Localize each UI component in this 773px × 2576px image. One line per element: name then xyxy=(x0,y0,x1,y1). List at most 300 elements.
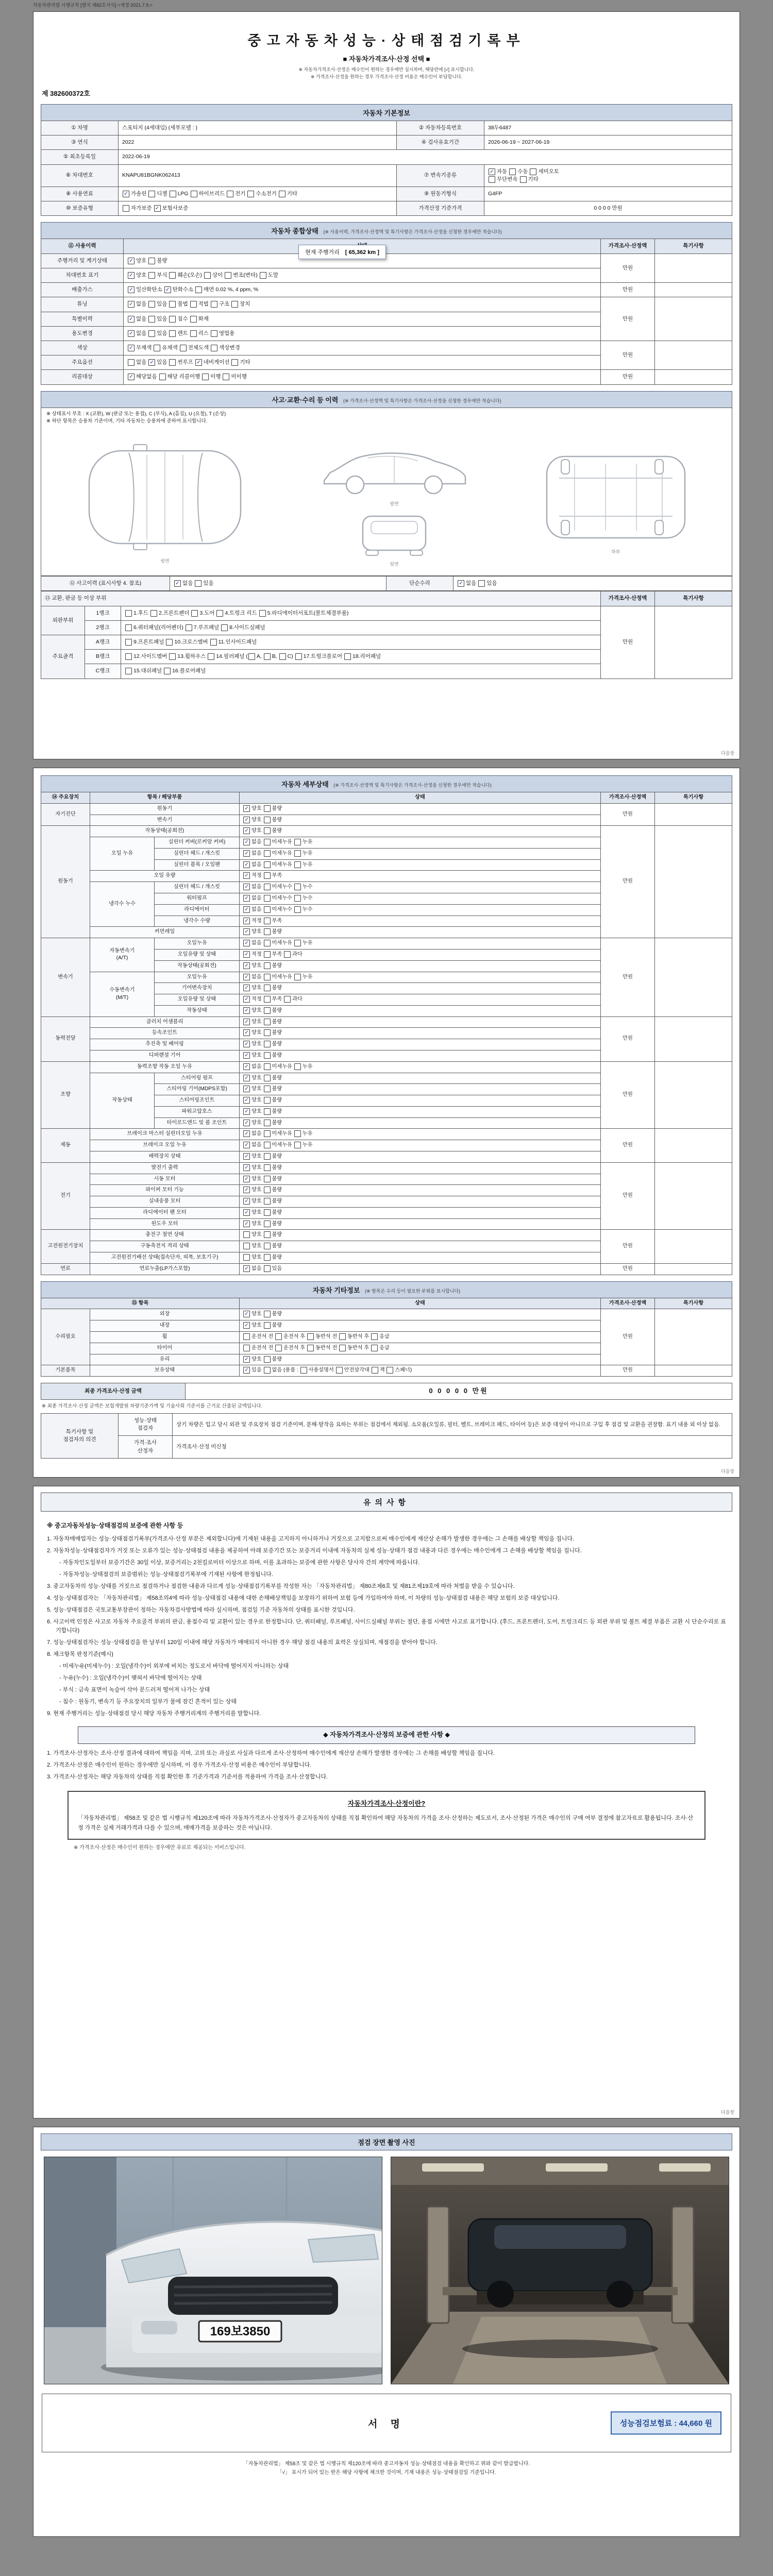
checkbox-unchecked[interactable] xyxy=(225,272,231,279)
checkbox-checked[interactable]: ✓ xyxy=(458,580,464,587)
signature-label[interactable]: 서 명 xyxy=(368,2418,405,2430)
checkbox-unchecked[interactable] xyxy=(294,839,301,845)
table-cell: 만원 xyxy=(601,826,655,938)
checkbox-unchecked[interactable] xyxy=(275,1345,282,1351)
checkbox-unchecked[interactable] xyxy=(243,1243,250,1249)
checkbox-unchecked[interactable] xyxy=(307,1345,314,1351)
checkbox-unchecked[interactable] xyxy=(279,191,285,197)
table-cell xyxy=(655,1061,732,1129)
checkbox-unchecked[interactable] xyxy=(372,1367,378,1374)
checkbox-checked[interactable]: ✓ xyxy=(243,1221,250,1227)
checkbox-unchecked[interactable] xyxy=(264,1322,271,1329)
table-cell: 만원 xyxy=(601,606,655,679)
checkbox-checked[interactable]: ✓ xyxy=(128,258,135,264)
table-cell: ① 차명 xyxy=(41,121,119,135)
checkbox-unchecked[interactable] xyxy=(294,850,301,857)
checkbox-unchecked[interactable] xyxy=(166,639,173,646)
checkbox-unchecked[interactable] xyxy=(259,610,266,617)
table-cell: 만원 xyxy=(601,297,655,341)
checkbox-checked[interactable]: ✓ xyxy=(243,996,250,1003)
table-cell: ✓ 없음 있음 렌트 리스 영업용 xyxy=(124,326,601,341)
checkbox-unchecked[interactable] xyxy=(125,639,132,646)
checkbox-unchecked[interactable] xyxy=(284,951,291,958)
checkbox-unchecked[interactable] xyxy=(191,191,197,197)
checkbox-unchecked[interactable] xyxy=(231,359,238,366)
notice-line: 9. 현재 주행거리는 성능·상태점검 당시 해당 자동차 주행거리계의 주행거리를 말합니다. xyxy=(47,1710,261,1717)
table-cell: 등속조인트 xyxy=(90,1028,240,1039)
checkbox-checked[interactable]: ✓ xyxy=(243,817,250,823)
checkbox-checked[interactable]: ✓ xyxy=(243,928,250,935)
table-cell: 만원 xyxy=(601,1309,655,1365)
checkbox-unchecked[interactable] xyxy=(211,330,217,337)
table-cell: 브레이크 마스터 실린더오일 누유 xyxy=(90,1129,240,1140)
checkbox-unchecked[interactable] xyxy=(264,1254,271,1261)
table-cell xyxy=(655,341,732,369)
checkbox-unchecked[interactable] xyxy=(264,1311,271,1317)
checkbox-unchecked[interactable] xyxy=(264,1063,271,1070)
table-cell: ✓ 양호 불량 xyxy=(240,1095,601,1107)
checkbox-checked[interactable]: ✓ xyxy=(243,1187,250,1193)
checkbox-checked[interactable]: ✓ xyxy=(243,1142,250,1148)
table-cell: 기어변속장치 xyxy=(155,983,240,994)
checkbox-unchecked[interactable] xyxy=(339,1333,346,1340)
table-row xyxy=(41,1016,732,1028)
checkbox-unchecked[interactable] xyxy=(243,1254,250,1261)
checkbox-checked[interactable]: ✓ xyxy=(128,374,135,380)
checkbox-unchecked[interactable] xyxy=(221,624,228,631)
table-cell: 만원 xyxy=(601,803,655,826)
section-bar-etc xyxy=(41,1281,732,1298)
checkbox-unchecked[interactable] xyxy=(264,1142,271,1148)
checkbox-unchecked[interactable] xyxy=(264,985,271,991)
final-price-note: ※ 최종 가격조사·산정 금액은 보험개발원 차량기준가액 및 기술사회 기준서를 근거로 산출된 금액입니다. xyxy=(42,1403,263,1409)
table-cell: ✓ 무채색 유채색 전체도색 색상변경 xyxy=(124,341,601,355)
checkbox-checked[interactable]: ✓ xyxy=(243,895,250,902)
checkbox-unchecked[interactable] xyxy=(150,610,157,617)
checkbox-unchecked[interactable] xyxy=(339,1345,346,1351)
table-cell: ✓ 없음 미세누유 누유 xyxy=(240,837,601,849)
table-cell: ✓ 없음 있음 불법 적법 구조 장치 xyxy=(124,297,601,312)
checkbox-unchecked[interactable] xyxy=(148,316,155,323)
checkbox-unchecked[interactable] xyxy=(148,301,155,308)
table-cell: 단순수리 xyxy=(386,577,453,591)
table-cell: 오일 유량 xyxy=(90,871,240,882)
checkbox-unchecked[interactable] xyxy=(294,940,301,946)
table-cell: 타이로드엔드 및 볼 조인트 xyxy=(155,1117,240,1129)
checkbox-unchecked[interactable] xyxy=(169,301,176,308)
checkbox-unchecked[interactable] xyxy=(264,1198,271,1205)
table-cell: ✓ 양호 불량 xyxy=(240,1207,601,1218)
checkbox-unchecked[interactable] xyxy=(264,996,271,1003)
checkbox-checked[interactable]: ✓ xyxy=(164,286,171,293)
notice-line: 2. 가격조사·산정은 매수인이 원하는 경우에만 실시하며, 이 경우 가격조사·산정 비용은 매수인이 부담합니다. xyxy=(47,1761,312,1768)
table-cell: 양호 불량 xyxy=(240,1241,601,1252)
checkbox-unchecked[interactable] xyxy=(264,1367,271,1374)
checkbox-unchecked[interactable] xyxy=(159,374,166,380)
checkbox-checked[interactable]: ✓ xyxy=(243,1075,250,1081)
checkbox-unchecked[interactable] xyxy=(336,1367,343,1374)
table-cell: 시동 모터 xyxy=(90,1174,240,1185)
table-cell: 0 0 0 0 0 만원 xyxy=(186,1383,732,1400)
checkbox-unchecked[interactable] xyxy=(191,610,198,617)
footer-line-1: 「자동차관리법」 제58조 및 같은 법 시행규칙 제120조에 따라 중고자동차 성능·상태점검 내용을 확인하고 위와 같이 발급합니다. xyxy=(243,2461,530,2467)
checkbox-unchecked[interactable] xyxy=(264,1041,271,1047)
checkbox-checked[interactable]: ✓ xyxy=(243,962,250,969)
table-cell: 상태 xyxy=(240,792,601,804)
checkbox-unchecked[interactable] xyxy=(190,301,197,308)
checkbox-checked[interactable]: ✓ xyxy=(243,1356,250,1363)
checkbox-unchecked[interactable] xyxy=(227,191,233,197)
table-cell: 동력조향 작동 오일 누유 xyxy=(90,1061,240,1073)
table-cell: 구동축전지 격리 상태 xyxy=(90,1241,240,1252)
checkbox-checked[interactable]: ✓ xyxy=(243,1153,250,1160)
checkbox-unchecked[interactable] xyxy=(294,1142,301,1148)
checkbox-unchecked[interactable] xyxy=(294,974,301,980)
table-cell: 상태 xyxy=(240,1298,601,1309)
table-cell: ✓ 양호 불량 xyxy=(240,927,601,938)
checkbox-unchecked[interactable] xyxy=(243,1345,250,1351)
table-cell: 항목 / 해당부품 xyxy=(90,792,240,804)
checkbox-checked[interactable]: ✓ xyxy=(243,951,250,958)
checkbox-unchecked[interactable] xyxy=(371,1333,378,1340)
checkbox-checked[interactable]: ✓ xyxy=(148,359,155,366)
checkbox-checked[interactable]: ✓ xyxy=(128,330,135,337)
header-note-2: ※ 가격조사·산정을 원하는 경우 가격조사·산정 비용은 매수인이 부담합니다. xyxy=(310,74,463,79)
checkbox-checked[interactable]: ✓ xyxy=(128,316,135,323)
checkbox-unchecked[interactable] xyxy=(190,316,197,323)
checkbox-unchecked[interactable] xyxy=(125,668,132,674)
checkbox-unchecked[interactable] xyxy=(264,1231,271,1238)
page-2 xyxy=(33,768,740,1478)
checkbox-unchecked[interactable] xyxy=(294,861,301,868)
checkbox-checked[interactable]: ✓ xyxy=(243,1086,250,1092)
checkbox-checked[interactable]: ✓ xyxy=(174,580,181,587)
checkbox-unchecked[interactable] xyxy=(294,1063,301,1070)
checkbox-unchecked[interactable] xyxy=(264,895,271,902)
checkbox-unchecked[interactable] xyxy=(264,1097,271,1104)
checkbox-unchecked[interactable] xyxy=(125,624,132,631)
table-cell: C랭크 xyxy=(85,664,121,679)
checkbox-checked[interactable]: ✓ xyxy=(243,1019,250,1025)
table-cell: 2랭크 xyxy=(85,620,121,635)
table-row xyxy=(41,577,732,591)
checkbox-unchecked[interactable] xyxy=(123,205,129,212)
table-row xyxy=(41,606,732,620)
checkbox-unchecked[interactable] xyxy=(186,624,192,631)
section-title: 점검 장면 촬영 사진 xyxy=(358,2139,415,2146)
checkbox-checked[interactable]: ✓ xyxy=(123,191,129,197)
checkbox-unchecked[interactable] xyxy=(509,168,516,175)
checkbox-checked[interactable]: ✓ xyxy=(243,1029,250,1036)
checkbox-unchecked[interactable] xyxy=(148,191,155,197)
table-cell: ⑧ 사용연료 xyxy=(41,187,119,201)
checkbox-unchecked[interactable] xyxy=(264,974,271,980)
checkbox-unchecked[interactable] xyxy=(169,272,176,279)
checkbox-unchecked[interactable] xyxy=(264,1176,271,1182)
section-title: 자동차 세부상태 xyxy=(281,781,329,788)
checkbox-checked[interactable]: ✓ xyxy=(243,1041,250,1047)
checkbox-unchecked[interactable] xyxy=(210,639,217,646)
checkbox-unchecked[interactable] xyxy=(190,330,197,337)
checkbox-unchecked[interactable] xyxy=(295,653,302,660)
checkbox-unchecked[interactable] xyxy=(386,1367,393,1374)
checkbox-unchecked[interactable] xyxy=(530,168,536,175)
checkbox-unchecked[interactable] xyxy=(264,1265,271,1272)
checkbox-checked[interactable]: ✓ xyxy=(243,861,250,868)
section-title: 사고·교환·수리 등 이력 xyxy=(272,396,339,404)
checkbox-unchecked[interactable] xyxy=(275,1333,282,1340)
checkbox-unchecked[interactable] xyxy=(264,1075,271,1081)
checkbox-unchecked[interactable] xyxy=(125,610,132,617)
checkbox-checked[interactable]: ✓ xyxy=(243,1052,250,1059)
checkbox-checked[interactable]: ✓ xyxy=(243,1063,250,1070)
table-cell: ⑮ 항목 xyxy=(41,1298,240,1309)
table-row xyxy=(41,283,732,297)
section-bar-detail xyxy=(41,775,732,792)
document-number: 제 382600372호 xyxy=(42,89,90,97)
checkbox-unchecked[interactable] xyxy=(231,301,238,308)
checkbox-checked[interactable]: ✓ xyxy=(243,1311,250,1317)
checkbox-unchecked[interactable] xyxy=(489,176,495,183)
table-row xyxy=(41,1365,732,1377)
checkbox-unchecked[interactable] xyxy=(307,1333,314,1340)
table-cell: 발전기 출력 xyxy=(90,1162,240,1174)
notice-line: 1. 자동차매매업자는 성능·상태점검기록부(가격조사·산정 부분은 제외합니다)에 기재된 내용을 고지하지 아니하거나 거짓으로 고지함으로써 매수인에게 재산상 손해가 발생한 경우에는 그 손해를 배상할 책임을 집니다. xyxy=(47,1535,575,1542)
checkbox-unchecked[interactable] xyxy=(344,653,351,660)
checkbox-checked[interactable]: ✓ xyxy=(128,286,135,293)
inspection-insurance-fee-box xyxy=(611,2412,721,2435)
checkbox-unchecked[interactable] xyxy=(264,951,271,958)
checkbox-checked[interactable]: ✓ xyxy=(243,1198,250,1205)
checkbox-unchecked[interactable] xyxy=(211,345,217,351)
checkbox-checked[interactable]: ✓ xyxy=(243,827,250,834)
table-cell: ✓ 없음 미세누수 누수 xyxy=(240,893,601,905)
checkbox-unchecked[interactable] xyxy=(223,374,229,380)
checkbox-checked[interactable]: ✓ xyxy=(128,345,135,351)
table-row xyxy=(41,150,732,164)
checkbox-checked[interactable]: ✓ xyxy=(243,1265,250,1272)
checkbox-unchecked[interactable] xyxy=(264,1187,271,1193)
checkbox-checked[interactable]: ✓ xyxy=(243,1322,250,1329)
checkbox-unchecked[interactable] xyxy=(264,918,271,924)
checkbox-unchecked[interactable] xyxy=(170,191,176,197)
page-4 xyxy=(33,2127,740,2537)
table-cell: ✓ 가솔린 디젤 LPG 하이브리드 전기 수소전기 기타 xyxy=(119,187,397,201)
checkbox-checked[interactable]: ✓ xyxy=(243,1130,250,1137)
checkbox-unchecked[interactable] xyxy=(169,653,176,660)
checkbox-unchecked[interactable] xyxy=(520,176,527,183)
checkbox-unchecked[interactable] xyxy=(371,1345,378,1351)
table-cell: 작동상태(공회전) xyxy=(155,960,240,972)
checkbox-checked[interactable]: ✓ xyxy=(128,301,135,308)
table-cell: 만원 xyxy=(601,1162,655,1230)
checkbox-unchecked[interactable] xyxy=(169,330,176,337)
checkbox-unchecked[interactable] xyxy=(279,653,286,660)
checkbox-unchecked[interactable] xyxy=(264,1029,271,1036)
checkbox-unchecked[interactable] xyxy=(208,653,214,660)
checkbox-unchecked[interactable] xyxy=(478,580,485,587)
checkbox-unchecked[interactable] xyxy=(264,805,271,812)
checkbox-unchecked[interactable] xyxy=(264,1130,271,1137)
checkbox-checked[interactable]: ✓ xyxy=(243,872,250,879)
checkbox-checked[interactable]: ✓ xyxy=(243,850,250,857)
checkbox-unchecked[interactable] xyxy=(243,1231,250,1238)
checkbox-unchecked[interactable] xyxy=(164,668,171,674)
checkbox-checked[interactable]: ✓ xyxy=(243,918,250,924)
table-cell: 가격조사·산정액 xyxy=(601,1298,655,1309)
checkbox-unchecked[interactable] xyxy=(216,610,223,617)
checkbox-unchecked[interactable] xyxy=(264,1153,271,1160)
checkbox-unchecked[interactable] xyxy=(264,1007,271,1014)
checkbox-unchecked[interactable] xyxy=(125,653,132,660)
table-cell: 자기진단 xyxy=(41,803,90,826)
current-mileage-value: [ 65,362 km ] xyxy=(345,249,379,256)
form-reference-note: 자동차관리법 시행규칙 [별지 제82호서식] <개정 2021.7.9.> xyxy=(33,3,153,8)
checkbox-checked[interactable]: ✓ xyxy=(243,1097,250,1104)
checkbox-unchecked[interactable] xyxy=(294,895,301,902)
checkbox-checked[interactable]: ✓ xyxy=(243,906,250,913)
checkbox-unchecked[interactable] xyxy=(211,301,217,308)
checkbox-checked[interactable]: ✓ xyxy=(243,884,250,890)
table-cell: ✓ 양호 불량 xyxy=(240,1106,601,1117)
table-cell: ✓ 양호 불량 xyxy=(240,1028,601,1039)
checkbox-unchecked[interactable] xyxy=(294,1130,301,1137)
checkbox-unchecked[interactable] xyxy=(294,884,301,890)
checkbox-unchecked[interactable] xyxy=(195,286,202,293)
checkbox-unchecked[interactable] xyxy=(264,850,271,857)
checkbox-unchecked[interactable] xyxy=(264,1221,271,1227)
checkbox-unchecked[interactable] xyxy=(264,940,271,946)
table-cell: 오일누유 xyxy=(155,938,240,950)
checkbox-checked[interactable]: ✓ xyxy=(243,1120,250,1126)
checkbox-unchecked[interactable] xyxy=(148,272,155,279)
checkbox-unchecked[interactable] xyxy=(264,653,271,660)
checkbox-unchecked[interactable] xyxy=(264,928,271,935)
checkbox-unchecked[interactable] xyxy=(260,272,266,279)
checkbox-unchecked[interactable] xyxy=(128,359,135,366)
table-cell: 배력장치 상태 xyxy=(90,1151,240,1163)
table-cell: 주요골격 xyxy=(41,635,85,679)
checkbox-unchecked[interactable] xyxy=(264,1086,271,1092)
table-cell: ✓ 양호 불량 xyxy=(240,1354,601,1365)
checkbox-unchecked[interactable] xyxy=(264,1108,271,1115)
checkbox-checked[interactable]: ✓ xyxy=(243,940,250,946)
table-cell: 특기사항 xyxy=(655,239,732,253)
checkbox-checked[interactable]: ✓ xyxy=(243,1176,250,1182)
table-cell: ✓ 없음 미세누유 누유 xyxy=(240,859,601,871)
checkbox-checked[interactable]: ✓ xyxy=(243,1007,250,1014)
table-cell: 실린더 헤드 / 개스킷 xyxy=(155,882,240,893)
section-note: (※ 항목은 수리 등이 필요한 부위를 표시합니다) xyxy=(365,1288,461,1294)
checkbox-unchecked[interactable] xyxy=(195,580,201,587)
table-cell: ✓ 없음 미세누유 누유 xyxy=(240,1140,601,1151)
checkbox-unchecked[interactable] xyxy=(264,1052,271,1059)
table-row xyxy=(41,1162,732,1174)
table-row xyxy=(41,1413,732,1435)
checkbox-unchecked[interactable] xyxy=(264,1164,271,1171)
checkbox-unchecked[interactable] xyxy=(148,258,155,264)
checkbox-unchecked[interactable] xyxy=(248,653,255,660)
checkbox-checked[interactable]: ✓ xyxy=(243,1164,250,1171)
table-cell: ✓ 양호 불량 xyxy=(240,1309,601,1320)
table-cell xyxy=(655,297,732,341)
checkbox-checked[interactable]: ✓ xyxy=(243,985,250,991)
checkbox-checked[interactable]: ✓ xyxy=(243,1367,250,1374)
table-row xyxy=(41,187,732,201)
checkbox-unchecked[interactable] xyxy=(264,1243,271,1249)
checkbox-unchecked[interactable] xyxy=(264,861,271,868)
table-cell: 만원 xyxy=(601,938,655,1016)
notice-line: 7. 성능·상태점검자는 성능·상태점검을 한 날부터 120일 이내에 해당 자동차가 매매되지 아니한 경우 해당 점검 내용의 효력은 상실되며, 재점검을 받아야 합니다. xyxy=(47,1639,438,1646)
table-row xyxy=(41,1129,732,1140)
checkbox-unchecked[interactable] xyxy=(264,1019,271,1025)
checkbox-unchecked[interactable] xyxy=(264,884,271,890)
section-final-price xyxy=(41,1383,732,1459)
table-cell: ⑬ 교환, 판금 등 이상 부위 xyxy=(41,591,601,606)
checkbox-unchecked[interactable] xyxy=(264,1356,271,1363)
checkbox-unchecked[interactable] xyxy=(264,962,271,969)
checkbox-unchecked[interactable] xyxy=(264,817,271,823)
table-cell: 차대번호 표기 xyxy=(41,268,124,282)
checkbox-unchecked[interactable] xyxy=(300,1367,307,1374)
checkbox-unchecked[interactable] xyxy=(180,345,187,351)
checkbox-unchecked[interactable] xyxy=(264,1209,271,1216)
checkbox-unchecked[interactable] xyxy=(148,330,155,337)
checkbox-unchecked[interactable] xyxy=(284,996,291,1003)
notice-line: 4. 성능·상태점검자는 「자동차관리법」 제58조의4에 따라 성능·상태점검 내용에 대한 손해배상책임을 보장하기 위하여 보험 등에 가입하여야 하며, 이 차량의 성능·상태점검 내용은 해당 보험의 보증 대상입니다. xyxy=(47,1595,560,1601)
checkbox-unchecked[interactable] xyxy=(264,872,271,879)
checkbox-unchecked[interactable] xyxy=(247,191,254,197)
table-cell: ✓ 양호 불량 xyxy=(240,803,601,815)
next-page-marker: 다음장 xyxy=(720,751,734,756)
signature-area[interactable] xyxy=(42,2394,731,2452)
table-cell: 2026-06-19 ~ 2027-06-19 xyxy=(484,135,732,150)
checkbox-unchecked[interactable] xyxy=(169,316,176,323)
table-cell: 실린더 블록 / 오일팬 xyxy=(155,859,240,871)
table-cell: 타이어 xyxy=(90,1343,240,1354)
checkbox-unchecked[interactable] xyxy=(264,906,271,913)
table-cell: ④ 검사유효기간 xyxy=(397,135,484,150)
table-row xyxy=(41,135,732,150)
checkbox-checked[interactable]: ✓ xyxy=(243,1209,250,1216)
checkbox-checked[interactable]: ✓ xyxy=(195,359,202,366)
checkbox-checked[interactable]: ✓ xyxy=(489,168,495,175)
checkbox-unchecked[interactable] xyxy=(243,1333,250,1340)
table-cell: 특기사항 및 점검자의 의견 xyxy=(41,1413,119,1458)
checkbox-checked[interactable]: ✓ xyxy=(243,974,250,980)
checkbox-checked[interactable]: ✓ xyxy=(243,1108,250,1115)
checkbox-unchecked[interactable] xyxy=(202,374,209,380)
checkbox-unchecked[interactable] xyxy=(294,906,301,913)
checkbox-checked[interactable]: ✓ xyxy=(243,805,250,812)
checkbox-checked[interactable]: ✓ xyxy=(128,272,135,279)
checkbox-checked[interactable]: ✓ xyxy=(154,205,161,212)
checkbox-unchecked[interactable] xyxy=(204,272,211,279)
table-row xyxy=(41,164,732,187)
diagram-caption: 옆면 xyxy=(390,501,399,506)
table-cell: 클러치 어셈블리 xyxy=(90,1016,240,1028)
checkbox-unchecked[interactable] xyxy=(154,345,160,351)
checkbox-unchecked[interactable] xyxy=(264,1120,271,1126)
table-cell: 성능·상태 점검자 xyxy=(119,1413,173,1435)
notice-line: - 미세누유(미세누수) : 오일(냉각수)이 외부에 비치는 정도로서 바닥에 떨어지지 아니하는 상태 xyxy=(59,1663,289,1670)
table-cell: 특별이력 xyxy=(41,312,124,326)
checkbox-unchecked[interactable] xyxy=(169,359,176,366)
table-cell: ✓ 적정 부족 xyxy=(240,916,601,927)
checkbox-unchecked[interactable] xyxy=(264,827,271,834)
checkbox-checked[interactable]: ✓ xyxy=(243,839,250,845)
checkbox-unchecked[interactable] xyxy=(264,839,271,845)
